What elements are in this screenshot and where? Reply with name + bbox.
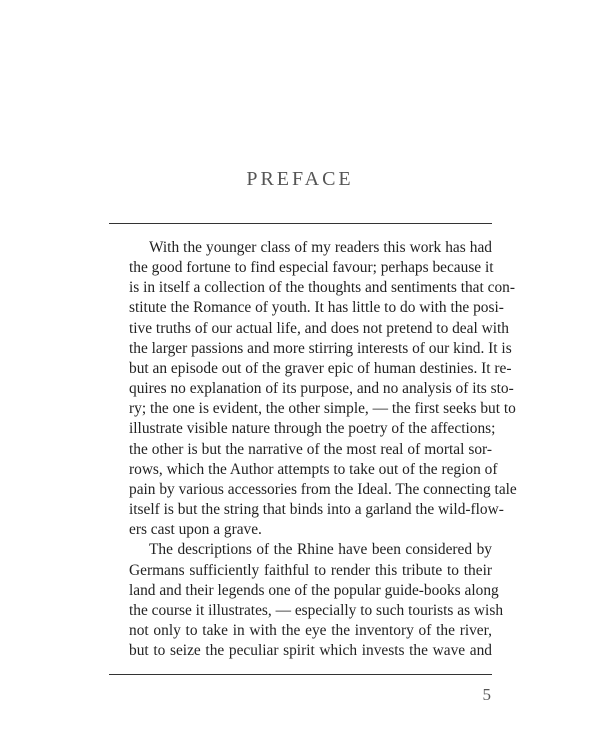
text-line: Germans sufficiently faithful to render this tribute to their <box>129 561 492 579</box>
text-line: With the younger class of my readers this work has had <box>149 239 492 256</box>
text-line: but to seize the peculiar spirit which invests the wave and <box>129 642 492 660</box>
text-line: ry; the one is evident, the other simple, — the first seeks but to <box>129 400 516 418</box>
text-line: rows, which the Author attempts to take out of the region of <box>129 460 498 478</box>
page-number: 5 <box>482 685 491 704</box>
text-line: land and their legends one of the popular guide-books along <box>129 581 499 599</box>
bottom-rule <box>109 674 492 675</box>
text-line: but an episode out of the graver epic of human destinies. It re- <box>129 359 512 377</box>
paragraph-1 <box>109 238 517 540</box>
text-line: stitute the Romance of youth. It has little to do with the posi- <box>129 299 504 317</box>
text-line: the larger passions and more stirring interests of our kind. It is <box>129 339 512 357</box>
text-line: ers cast upon a grave. <box>129 521 262 539</box>
body-text <box>109 238 517 661</box>
text-line: itself is but the string that binds into a garland the wild-flow- <box>129 501 504 519</box>
text-line: pain by various accessories from the Ideal. The connecting tale <box>129 480 517 498</box>
text-line: tive truths of our actual life, and does not pretend to deal with <box>129 319 509 337</box>
text-line: not only to take in with the eye the inventory of the river, <box>129 621 492 639</box>
text-line: the other is but the narrative of the most real of mortal sor- <box>129 440 492 458</box>
text-line: is in itself a collection of the thoughts and sentiments that con- <box>129 279 515 297</box>
text-line: the course it illustrates, — especially to such tourists as wish <box>129 601 504 619</box>
top-rule <box>109 223 492 224</box>
text-line: the good fortune to find especial favour; perhaps because it <box>129 259 494 277</box>
text-line: quires no explanation of its purpose, and no analysis of its sto- <box>129 380 514 398</box>
text-line: illustrate visible nature through the poetry of the affections; <box>129 420 496 438</box>
paragraph-2 <box>109 540 504 661</box>
chapter-heading: PREFACE <box>246 168 354 190</box>
text-line: The descriptions of the Rhine have been considered by <box>149 541 492 559</box>
